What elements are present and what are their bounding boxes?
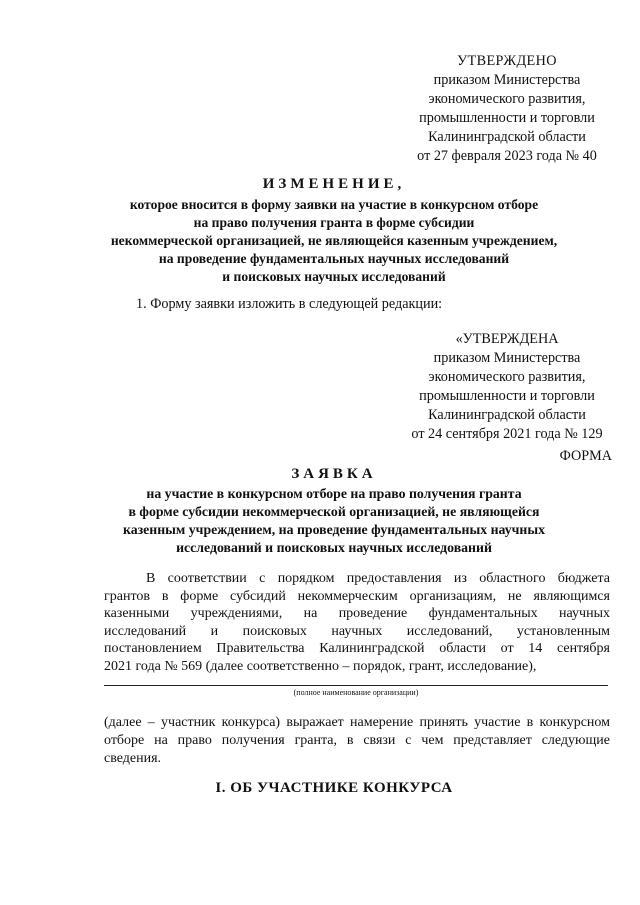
org-name-caption: (полное наименование организации) [293,688,419,697]
approval-line: Калининградской области [428,407,586,423]
approval-line: приказом Министерства [433,72,581,88]
change-subtitle-line: которое вносится в форму заявки на участие в конкурсном отборе [129,197,539,212]
section-title: I. ОБ УЧАСТНИКЕ КОНКУРСА [215,780,453,796]
paragraph-line: исследований и поисковых научных исследований, установленным [104,623,610,639]
application-subtitle-line: в форме субсидии некоммерческой организацией, не являющейся [128,504,540,519]
change-subtitle-line: на проведение фундаментальных научных исследований [158,251,510,266]
paragraph-line: грантов в форме субсидий некоммерческим организациям, не являющимся [104,588,610,604]
approval-line: УТВЕРЖДЕНО [457,53,557,69]
application-subtitle-line: на участие в конкурсном отборе на право получения гранта [146,486,522,501]
approval-stamp-form [400,330,614,444]
approval-line: приказом Министерства [433,350,581,366]
application-subtitle-line: исследований и поисковых научных исследований [176,540,492,555]
paragraph-line: 2021 года № 569 (далее соответственно – порядок, грант, исследование), [104,658,537,674]
application-subtitle-line: казенным учреждением, на проведение фундаментальных научных [122,522,546,537]
approval-line: от 27 февраля 2023 года № 40 [417,148,597,164]
change-title: ИЗМЕНЕНИЕ, [262,176,406,192]
approval-line: промышленности и торговли [419,110,595,126]
paragraph-line: В соответствии с порядком предоставления из областного бюджета [146,571,610,586]
paragraph-line: постановлением Правительства Калининградской области от 14 сентября [104,641,610,657]
change-subtitle-line: и поисковых научных исследований [222,269,446,284]
intro-paragraph [104,570,610,676]
change-subtitle [60,196,608,286]
approval-line: промышленности и торговли [419,388,595,404]
approval-line: экономического развития, [428,369,586,385]
approval-line: экономического развития, [428,91,586,107]
change-subtitle-line: некоммерческой организацией, не являющейся казенным учреждением, [110,233,558,248]
paragraph-line: сведения. [104,751,162,766]
application-subtitle [60,485,608,557]
application-title: ЗАЯВКА [291,466,377,482]
approval-stamp-top [400,52,614,166]
approval-line: от 24 сентября 2021 года № 129 [411,426,603,442]
approval-line: «УТВЕРЖДЕНА [455,331,559,347]
participant-paragraph [104,714,610,768]
approval-line: Калининградской области [428,129,586,145]
paragraph-line: казенными учреждениями, на проведение фундаментальных научных [104,606,610,622]
form-label: ФОРМА [559,448,612,464]
org-name-fill-line [104,685,608,686]
change-subtitle-line: на право получения гранта в форме субсидии [193,215,475,230]
paragraph-line: отборе на право получения гранта, в связи с чем представляет следующие [104,733,610,748]
paragraph-line: (далее – участник конкурса) выражает намерение принять участие в конкурсном [104,715,610,730]
item-1-text: 1. Форму заявки изложить в следующей редакции: [136,296,443,312]
